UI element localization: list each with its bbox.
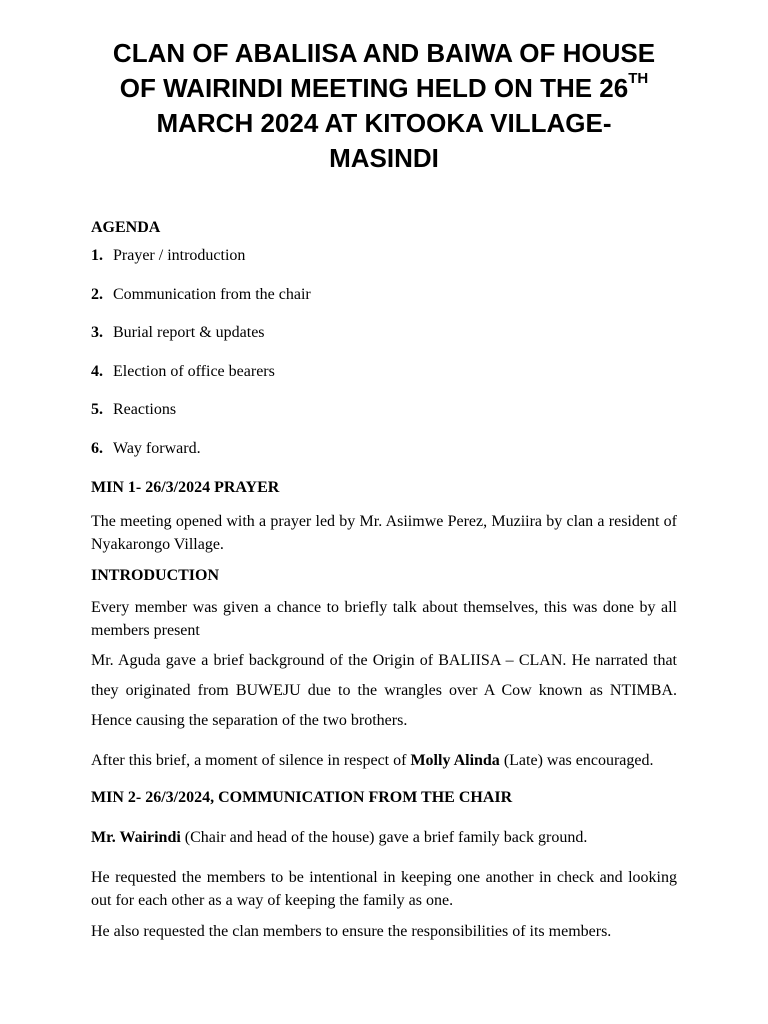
agenda-item-number: 5. — [91, 401, 103, 419]
agenda-item-number: 4. — [91, 362, 103, 380]
title-line-3: MARCH 2024 AT KITOOKA VILLAGE- — [156, 108, 612, 138]
agenda-item-number: 2. — [91, 285, 103, 303]
agenda-item-text: Communication from the chair — [113, 285, 311, 303]
agenda-item — [91, 400, 677, 420]
document-title — [91, 36, 677, 176]
agenda-item-number: 6. — [91, 439, 103, 457]
min1-heading: MIN 1- 26/3/2024 PRAYER — [91, 478, 280, 496]
person-name: Molly Alinda — [410, 751, 500, 769]
introduction-paragraph-1: Every member was given a chance to briefly talk about themselves, this was done by all members present — [91, 598, 677, 639]
agenda-item — [91, 439, 677, 459]
agenda-item-number: 1. — [91, 247, 103, 264]
min2-paragraph-1 — [91, 826, 677, 849]
min2-paragraph-3: He also requested the clan members to ensure the responsibilities of its members. — [91, 922, 612, 940]
agenda-heading: AGENDA — [91, 219, 161, 236]
agenda-item-text: Burial report & updates — [113, 324, 265, 342]
paragraph-text: (Chair and head of the house) gave a brief family back ground. — [180, 828, 588, 846]
paragraph-text: After this brief, a moment of silence in respect of — [91, 751, 411, 769]
introduction-paragraph-3 — [91, 749, 677, 772]
agenda-item — [91, 362, 677, 382]
agenda-item — [91, 285, 677, 305]
min1-paragraph: The meeting opened with a prayer led by Mr. Asiimwe Perez, Muziira by clan a resident of Nyakarongo Village. — [91, 512, 677, 553]
agenda-item — [91, 323, 677, 343]
agenda-item-text: Reactions — [113, 401, 177, 419]
paragraph-text: (Late) was encouraged. — [499, 751, 654, 769]
introduction-heading: INTRODUCTION — [91, 566, 220, 584]
agenda-item — [91, 246, 677, 266]
person-name: Mr. Wairindi — [91, 828, 181, 846]
title-superscript: TH — [628, 70, 649, 88]
agenda-list — [91, 246, 677, 459]
agenda-item-text: Prayer / introduction — [113, 247, 246, 264]
title-line-1: CLAN OF ABALIISA AND BAIWA OF HOUSE — [112, 38, 656, 68]
title-line-4: MASINDI — [329, 143, 439, 173]
min2-heading: MIN 2- 26/3/2024, COMMUNICATION FROM THE CHAIR — [91, 788, 513, 806]
title-line-2: OF WAIRINDI MEETING HELD ON THE 26 — [119, 73, 629, 103]
min2-paragraph-2: He requested the members to be intentional in keeping one another in check and looking out for each other as a way of keeping the family as one. — [91, 868, 677, 909]
introduction-paragraph-2: Mr. Aguda gave a brief background of the Origin of BALIISA – CLAN. He narrated that they originated from BUWEJU due to the wrangles over A Cow known as NTIMBA. Hence causing the separation of the two brothers. — [91, 651, 677, 729]
agenda-item-text: Election of office bearers — [113, 362, 275, 380]
agenda-item-text: Way forward. — [113, 439, 201, 457]
agenda-item-number: 3. — [91, 324, 103, 342]
